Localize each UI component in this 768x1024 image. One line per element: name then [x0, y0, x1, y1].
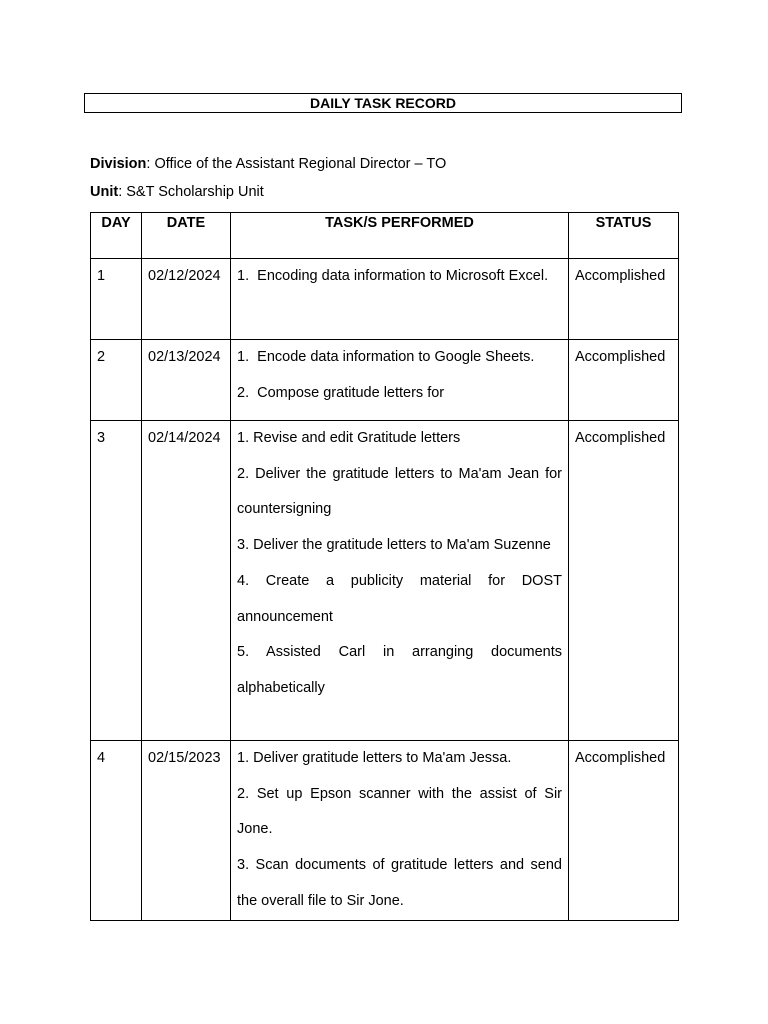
header-date: DATE: [142, 213, 231, 259]
cell-tasks: [231, 340, 569, 421]
unit-value: : S&T Scholarship Unit: [118, 184, 264, 200]
header-status: STATUS: [569, 213, 679, 259]
header-tasks: TASK/S PERFORMED: [231, 213, 569, 259]
cell-tasks: [231, 421, 569, 741]
cell-day: 1: [91, 259, 142, 340]
document-title: DAILY TASK RECORD: [84, 93, 682, 113]
task-item: 2. Deliver the gratitude letters to Ma'am Jean for countersigning: [237, 465, 562, 518]
unit-label: Unit: [90, 184, 119, 200]
table-row: [91, 259, 679, 340]
task-item: 1. Encoding data information to Microsoft Excel.: [237, 268, 549, 284]
header-day: DAY: [91, 213, 142, 259]
cell-status: Accomplished: [569, 421, 679, 741]
table-row: [91, 340, 679, 421]
cell-day: 2: [91, 340, 142, 421]
cell-tasks: [231, 259, 569, 340]
division-label: Division: [90, 156, 147, 172]
cell-date: 02/13/2024: [142, 340, 231, 421]
unit-line: [90, 183, 264, 201]
daily-task-table: [90, 212, 679, 921]
task-item: 1. Revise and edit Gratitude letters: [237, 430, 461, 446]
cell-day: 4: [91, 741, 142, 921]
table-header-row: [91, 213, 679, 259]
table-row: [91, 421, 679, 741]
task-item: 3. Deliver the gratitude letters to Ma'am Suzenne: [237, 537, 551, 554]
cell-date: 02/12/2024: [142, 259, 231, 340]
cell-status: Accomplished: [569, 259, 679, 340]
cell-day: 3: [91, 421, 142, 741]
task-item: 2. Set up Epson scanner with the assist of Sir Jone.: [237, 785, 562, 838]
task-item: 5. Assisted Carl in arranging documents alphabetically: [237, 644, 562, 696]
cell-tasks: [231, 741, 569, 921]
cell-status: Accomplished: [569, 741, 679, 921]
task-item: 1. Encode data information to Google Sheets.: [237, 349, 535, 365]
division-line: [90, 155, 446, 173]
task-item: 2. Compose gratitude letters for: [237, 384, 445, 401]
cell-date: 02/14/2024: [142, 421, 231, 741]
cell-date: 02/15/2023: [142, 741, 231, 921]
task-item: 3. Scan documents of gratitude letters and send the overall file to Sir Jone.: [237, 857, 562, 909]
task-item: 1. Deliver gratitude letters to Ma'am Jessa.: [237, 750, 512, 766]
cell-status: Accomplished: [569, 340, 679, 421]
table-row: [91, 741, 679, 921]
task-item: 4. Create a publicity material for DOST announcement: [237, 572, 562, 625]
division-value: : Office of the Assistant Regional Director – TO: [146, 156, 447, 172]
